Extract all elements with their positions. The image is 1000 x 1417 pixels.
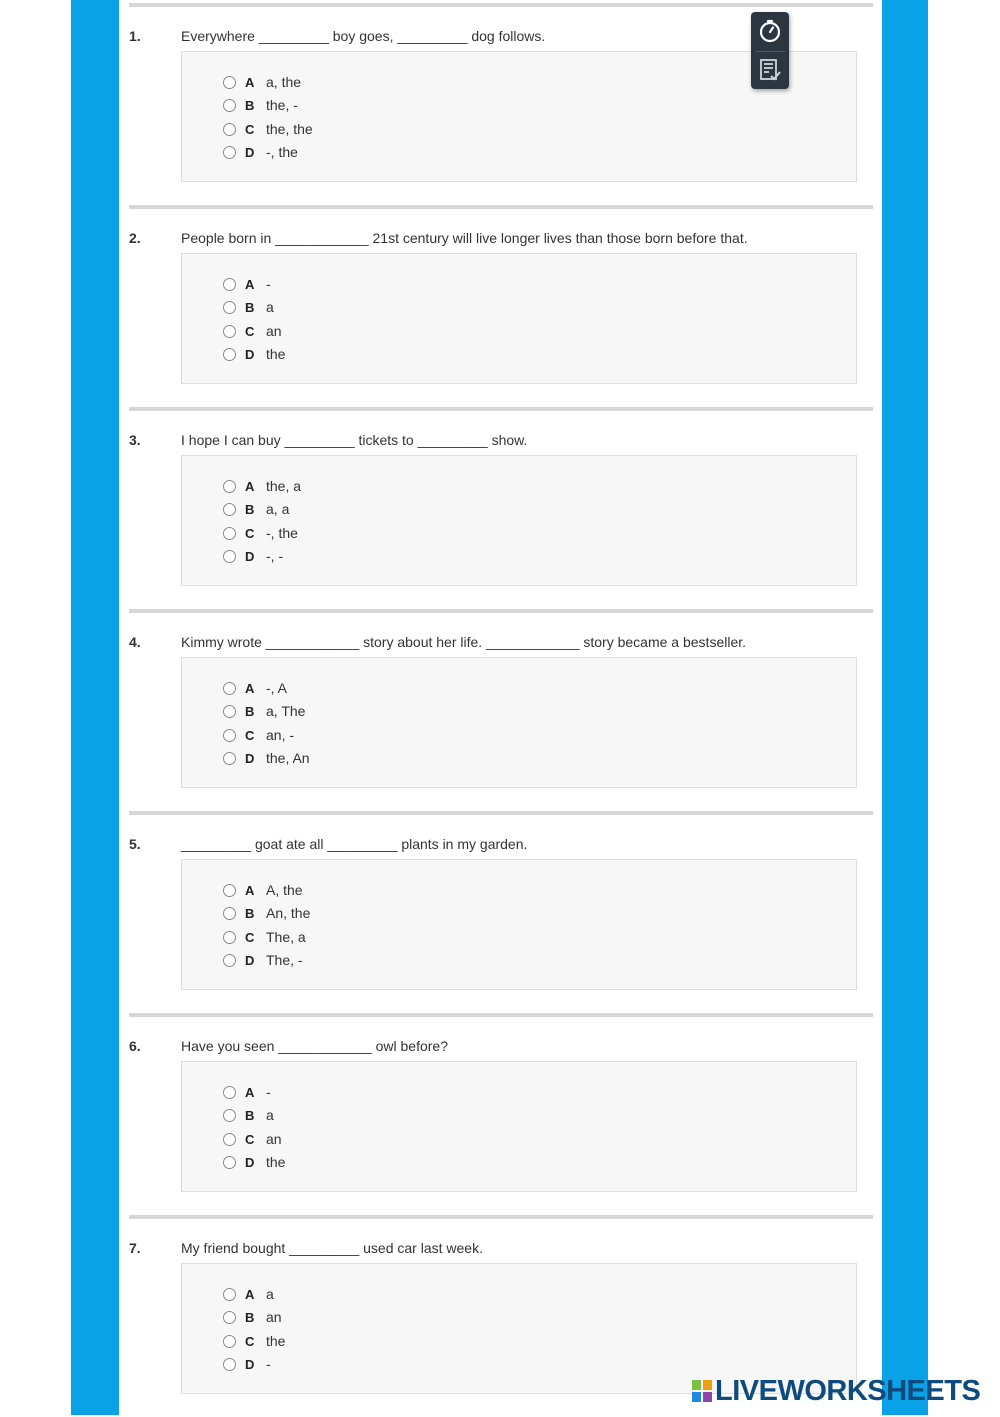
option-text: -, -	[266, 548, 284, 564]
radio-button[interactable]	[223, 1335, 236, 1348]
option-letter: C	[245, 323, 255, 339]
option-text: A, the	[266, 882, 303, 898]
option-a[interactable]	[223, 880, 303, 900]
radio-button[interactable]	[223, 931, 236, 944]
option-text: an	[266, 1131, 282, 1147]
option-letter: C	[245, 525, 255, 541]
option-letter: A	[245, 1084, 255, 1100]
option-b[interactable]	[223, 1105, 274, 1125]
option-text: a	[266, 1107, 274, 1123]
question-separator	[129, 205, 873, 209]
option-c[interactable]	[223, 927, 306, 947]
option-b[interactable]	[223, 903, 310, 923]
radio-button[interactable]	[223, 752, 236, 765]
option-a[interactable]	[223, 1082, 271, 1102]
option-a[interactable]	[223, 476, 301, 496]
option-letter: C	[245, 121, 255, 137]
options-box	[181, 657, 857, 788]
option-letter: C	[245, 1131, 255, 1147]
option-text: a	[266, 1286, 274, 1302]
worksheet	[119, 0, 882, 1415]
option-c[interactable]	[223, 119, 313, 139]
option-text: An, the	[266, 905, 311, 921]
option-letter: B	[245, 703, 255, 719]
radio-button[interactable]	[223, 348, 236, 361]
option-d[interactable]	[223, 344, 285, 364]
options-box	[181, 1061, 857, 1192]
question-5	[119, 811, 882, 1013]
question-text: Have you seen ____________ owl before?	[181, 1038, 448, 1054]
option-text: The, a	[266, 929, 306, 945]
radio-button[interactable]	[223, 301, 236, 314]
radio-button[interactable]	[223, 907, 236, 920]
option-letter: A	[245, 74, 255, 90]
option-letter: D	[245, 346, 255, 362]
question-4	[119, 609, 882, 811]
option-letter: A	[245, 882, 255, 898]
option-text: -	[266, 1084, 271, 1100]
option-text: the	[266, 1154, 286, 1170]
brand-name: LIVEWORKSHEETS	[715, 1374, 981, 1407]
option-text: The, -	[266, 952, 303, 968]
liveworksheets-logo-icon	[692, 1380, 712, 1402]
option-d[interactable]	[223, 1152, 285, 1172]
tool-panel	[751, 12, 789, 89]
radio-button[interactable]	[223, 503, 236, 516]
option-text: a, a	[266, 501, 290, 517]
option-b[interactable]	[223, 95, 298, 115]
option-letter: D	[245, 952, 255, 968]
option-text: a, The	[266, 703, 306, 719]
option-letter: D	[245, 144, 255, 160]
left-side-bar	[71, 0, 119, 1415]
question-text: Everywhere _________ boy goes, _________ dog follows.	[181, 28, 546, 44]
question-number: 4.	[129, 634, 141, 650]
finish-checklist-button[interactable]	[751, 52, 789, 88]
option-text: -, the	[266, 525, 298, 541]
option-letter: B	[245, 97, 255, 113]
question-separator	[129, 3, 873, 7]
radio-button[interactable]	[223, 527, 236, 540]
option-text: an, -	[266, 727, 295, 743]
option-a[interactable]	[223, 274, 271, 294]
radio-button[interactable]	[223, 884, 236, 897]
options-box	[181, 253, 857, 384]
option-d[interactable]	[223, 546, 283, 566]
option-letter: C	[245, 929, 255, 945]
option-letter: A	[245, 1286, 255, 1302]
question-number: 2.	[129, 230, 141, 246]
option-text: -, A	[266, 680, 288, 696]
option-letter: A	[245, 276, 255, 292]
question-number: 5.	[129, 836, 141, 852]
question-number: 1.	[129, 28, 141, 44]
option-text: -	[266, 1356, 271, 1372]
radio-button[interactable]	[223, 123, 236, 136]
question-separator	[129, 1013, 873, 1017]
radio-button[interactable]	[223, 954, 236, 967]
option-d[interactable]	[223, 1354, 271, 1374]
options-box	[181, 859, 857, 990]
option-text: a	[266, 299, 274, 315]
question-text: My friend bought _________ used car last week.	[181, 1240, 483, 1256]
radio-button[interactable]	[223, 682, 236, 695]
option-letter: B	[245, 1107, 255, 1123]
option-c[interactable]	[223, 523, 298, 543]
question-text: _________ goat ate all _________ plants in my garden.	[181, 836, 528, 852]
option-letter: A	[245, 680, 255, 696]
radio-button[interactable]	[223, 480, 236, 493]
option-text: the	[266, 346, 286, 362]
radio-button[interactable]	[223, 1156, 236, 1169]
right-side-bar	[882, 0, 928, 1415]
option-a[interactable]	[223, 1284, 274, 1304]
option-letter: B	[245, 1309, 255, 1325]
option-b[interactable]	[223, 499, 289, 519]
brand-footer	[692, 1376, 980, 1406]
question-2	[119, 205, 882, 407]
options-box	[181, 455, 857, 586]
option-a[interactable]	[223, 678, 287, 698]
option-letter: C	[245, 1333, 255, 1349]
radio-button[interactable]	[223, 76, 236, 89]
option-b[interactable]	[223, 297, 274, 317]
question-text: Kimmy wrote ____________ story about her life. ____________ story became a bestseller.	[181, 634, 747, 650]
radio-button[interactable]	[223, 1288, 236, 1301]
checklist-icon	[758, 58, 782, 82]
radio-button[interactable]	[223, 705, 236, 718]
radio-button[interactable]	[223, 146, 236, 159]
question-separator	[129, 609, 873, 613]
radio-button[interactable]	[223, 1133, 236, 1146]
radio-button[interactable]	[223, 1311, 236, 1324]
option-c[interactable]	[223, 725, 294, 745]
option-text: a, the	[266, 74, 302, 90]
radio-button[interactable]	[223, 1086, 236, 1099]
question-text: I hope I can buy _________ tickets to _________ show.	[181, 432, 528, 448]
radio-button[interactable]	[223, 325, 236, 338]
option-text: the	[266, 1333, 286, 1349]
option-text: the, -	[266, 97, 298, 113]
question-number: 3.	[129, 432, 141, 448]
option-letter: B	[245, 299, 255, 315]
question-number: 6.	[129, 1038, 141, 1054]
option-text: an	[266, 1309, 282, 1325]
option-c[interactable]	[223, 321, 282, 341]
question-6	[119, 1013, 882, 1215]
radio-button[interactable]	[223, 729, 236, 742]
option-c[interactable]	[223, 1129, 282, 1149]
question-3	[119, 407, 882, 609]
option-letter: C	[245, 727, 255, 743]
question-separator	[129, 811, 873, 815]
option-letter: D	[245, 1356, 255, 1372]
option-a[interactable]	[223, 72, 301, 92]
option-text: the, An	[266, 750, 310, 766]
timer-icon	[758, 19, 782, 43]
option-letter: D	[245, 548, 255, 564]
option-letter: B	[245, 501, 255, 517]
radio-button[interactable]	[223, 1358, 236, 1371]
question-separator	[129, 1215, 873, 1219]
timer-button[interactable]	[751, 13, 789, 49]
option-d[interactable]	[223, 142, 298, 162]
option-b[interactable]	[223, 1307, 282, 1327]
option-d[interactable]	[223, 748, 310, 768]
option-text: an	[266, 323, 282, 339]
radio-button[interactable]	[223, 99, 236, 112]
option-text: the, the	[266, 121, 313, 137]
option-letter: A	[245, 478, 255, 494]
option-text: the, a	[266, 478, 302, 494]
question-separator	[129, 407, 873, 411]
option-text: -	[266, 276, 271, 292]
option-d[interactable]	[223, 950, 303, 970]
question-number: 7.	[129, 1240, 141, 1256]
option-letter: D	[245, 1154, 255, 1170]
option-letter: D	[245, 750, 255, 766]
radio-button[interactable]	[223, 550, 236, 563]
radio-button[interactable]	[223, 278, 236, 291]
option-letter: B	[245, 905, 255, 921]
question-text: People born in ____________ 21st century will live longer lives than those born before that.	[181, 230, 748, 246]
option-c[interactable]	[223, 1331, 285, 1351]
option-b[interactable]	[223, 701, 305, 721]
radio-button[interactable]	[223, 1109, 236, 1122]
option-text: -, the	[266, 144, 298, 160]
